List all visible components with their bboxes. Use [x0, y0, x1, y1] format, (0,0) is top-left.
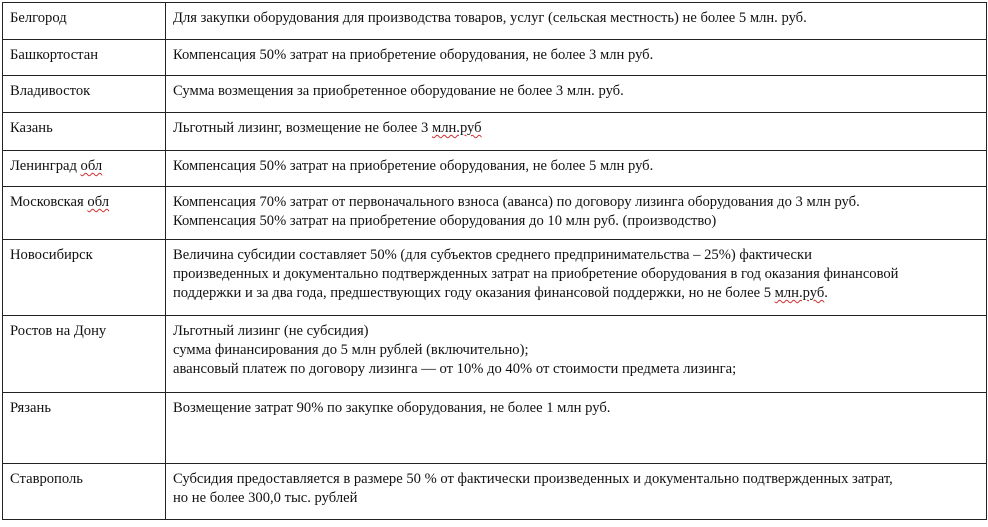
region-cell: Ростов на Дону: [3, 316, 166, 393]
table-row: [3, 393, 987, 464]
region-cell: Белгород: [3, 3, 166, 40]
region-cell: Ленинград обл: [3, 151, 166, 187]
table-row: [3, 3, 987, 40]
description-line: Субсидия предоставляется в размере 50 % от фактически произведенных и документально подтвержденных затрат,: [173, 471, 893, 487]
description-cell: [166, 40, 987, 76]
description-line: но не более 300,0 тыс. рублей: [173, 490, 358, 506]
description-line: сумма финансирования до 5 млн рублей (включительно);: [173, 342, 529, 358]
description-line: Льготный лизинг, возмещение не более 3 млн.руб: [173, 120, 482, 136]
description-cell: [166, 316, 987, 393]
spellcheck-underline: обл: [80, 158, 103, 174]
region-cell: Новосибирск: [3, 240, 166, 316]
description-line: Величина субсидии составляет 50% (для субъектов среднего предпринимательства – 25%) фактически: [173, 247, 812, 263]
region-cell: Казань: [3, 113, 166, 151]
table-row: [3, 76, 987, 113]
description-line: Сумма возмещения за приобретенное оборудование не более 3 млн. руб.: [173, 83, 624, 99]
table-row: [3, 464, 987, 520]
description-cell: [166, 187, 987, 240]
description-cell: [166, 464, 987, 520]
description-line: Компенсация 70% затрат от первоначального взноса (аванса) по договору лизинга оборудования до 3 млн руб.: [173, 194, 860, 210]
table-row: [3, 240, 987, 316]
spellcheck-underline: обл: [87, 194, 110, 210]
description-cell: [166, 240, 987, 316]
region-cell: Владивосток: [3, 76, 166, 113]
description-line: Компенсация 50% затрат на приобретение оборудования, не более 3 млн руб.: [173, 47, 654, 63]
description-cell: [166, 151, 987, 187]
description-line: Компенсация 50% затрат на приобретение оборудования, не более 5 млн руб.: [173, 158, 654, 174]
table-row: [3, 187, 987, 240]
spellcheck-underline: млн.руб: [774, 285, 825, 301]
description-line: Льготный лизинг (не субсидия): [173, 323, 369, 339]
spellcheck-underline: млн.руб: [431, 120, 482, 136]
table-row: [3, 113, 987, 151]
table-row: [3, 316, 987, 393]
region-cell: Ставрополь: [3, 464, 166, 520]
description-line: Компенсация 50% затрат на приобретение оборудования до 10 млн руб. (производство): [173, 213, 717, 229]
description-cell: [166, 113, 987, 151]
description-line: поддержки и за два года, предшествующих году оказания финансовой поддержки, но не более 5 млн.руб.: [173, 285, 828, 301]
region-cell: Московская обл: [3, 187, 166, 240]
description-cell: [166, 76, 987, 113]
description-line: авансовый платеж по договору лизинга — от 10% до 40% от стоимости предмета лизинга;: [173, 361, 737, 377]
description-line: произведенных и документально подтвержденных затрат на приобретение оборудования в год оказания финансовой: [173, 266, 899, 282]
description-cell: [166, 393, 987, 464]
regions-support-table: [2, 2, 987, 520]
table-row: [3, 151, 987, 187]
description-line: Для закупки оборудования для производства товаров, услуг (сельская местность) не более 5 млн. руб.: [173, 10, 807, 26]
description-line: Возмещение затрат 90% по закупке оборудования, не более 1 млн руб.: [173, 400, 611, 416]
region-cell: Рязань: [3, 393, 166, 464]
description-cell: [166, 3, 987, 40]
region-cell: Башкортостан: [3, 40, 166, 76]
table-row: [3, 40, 987, 76]
